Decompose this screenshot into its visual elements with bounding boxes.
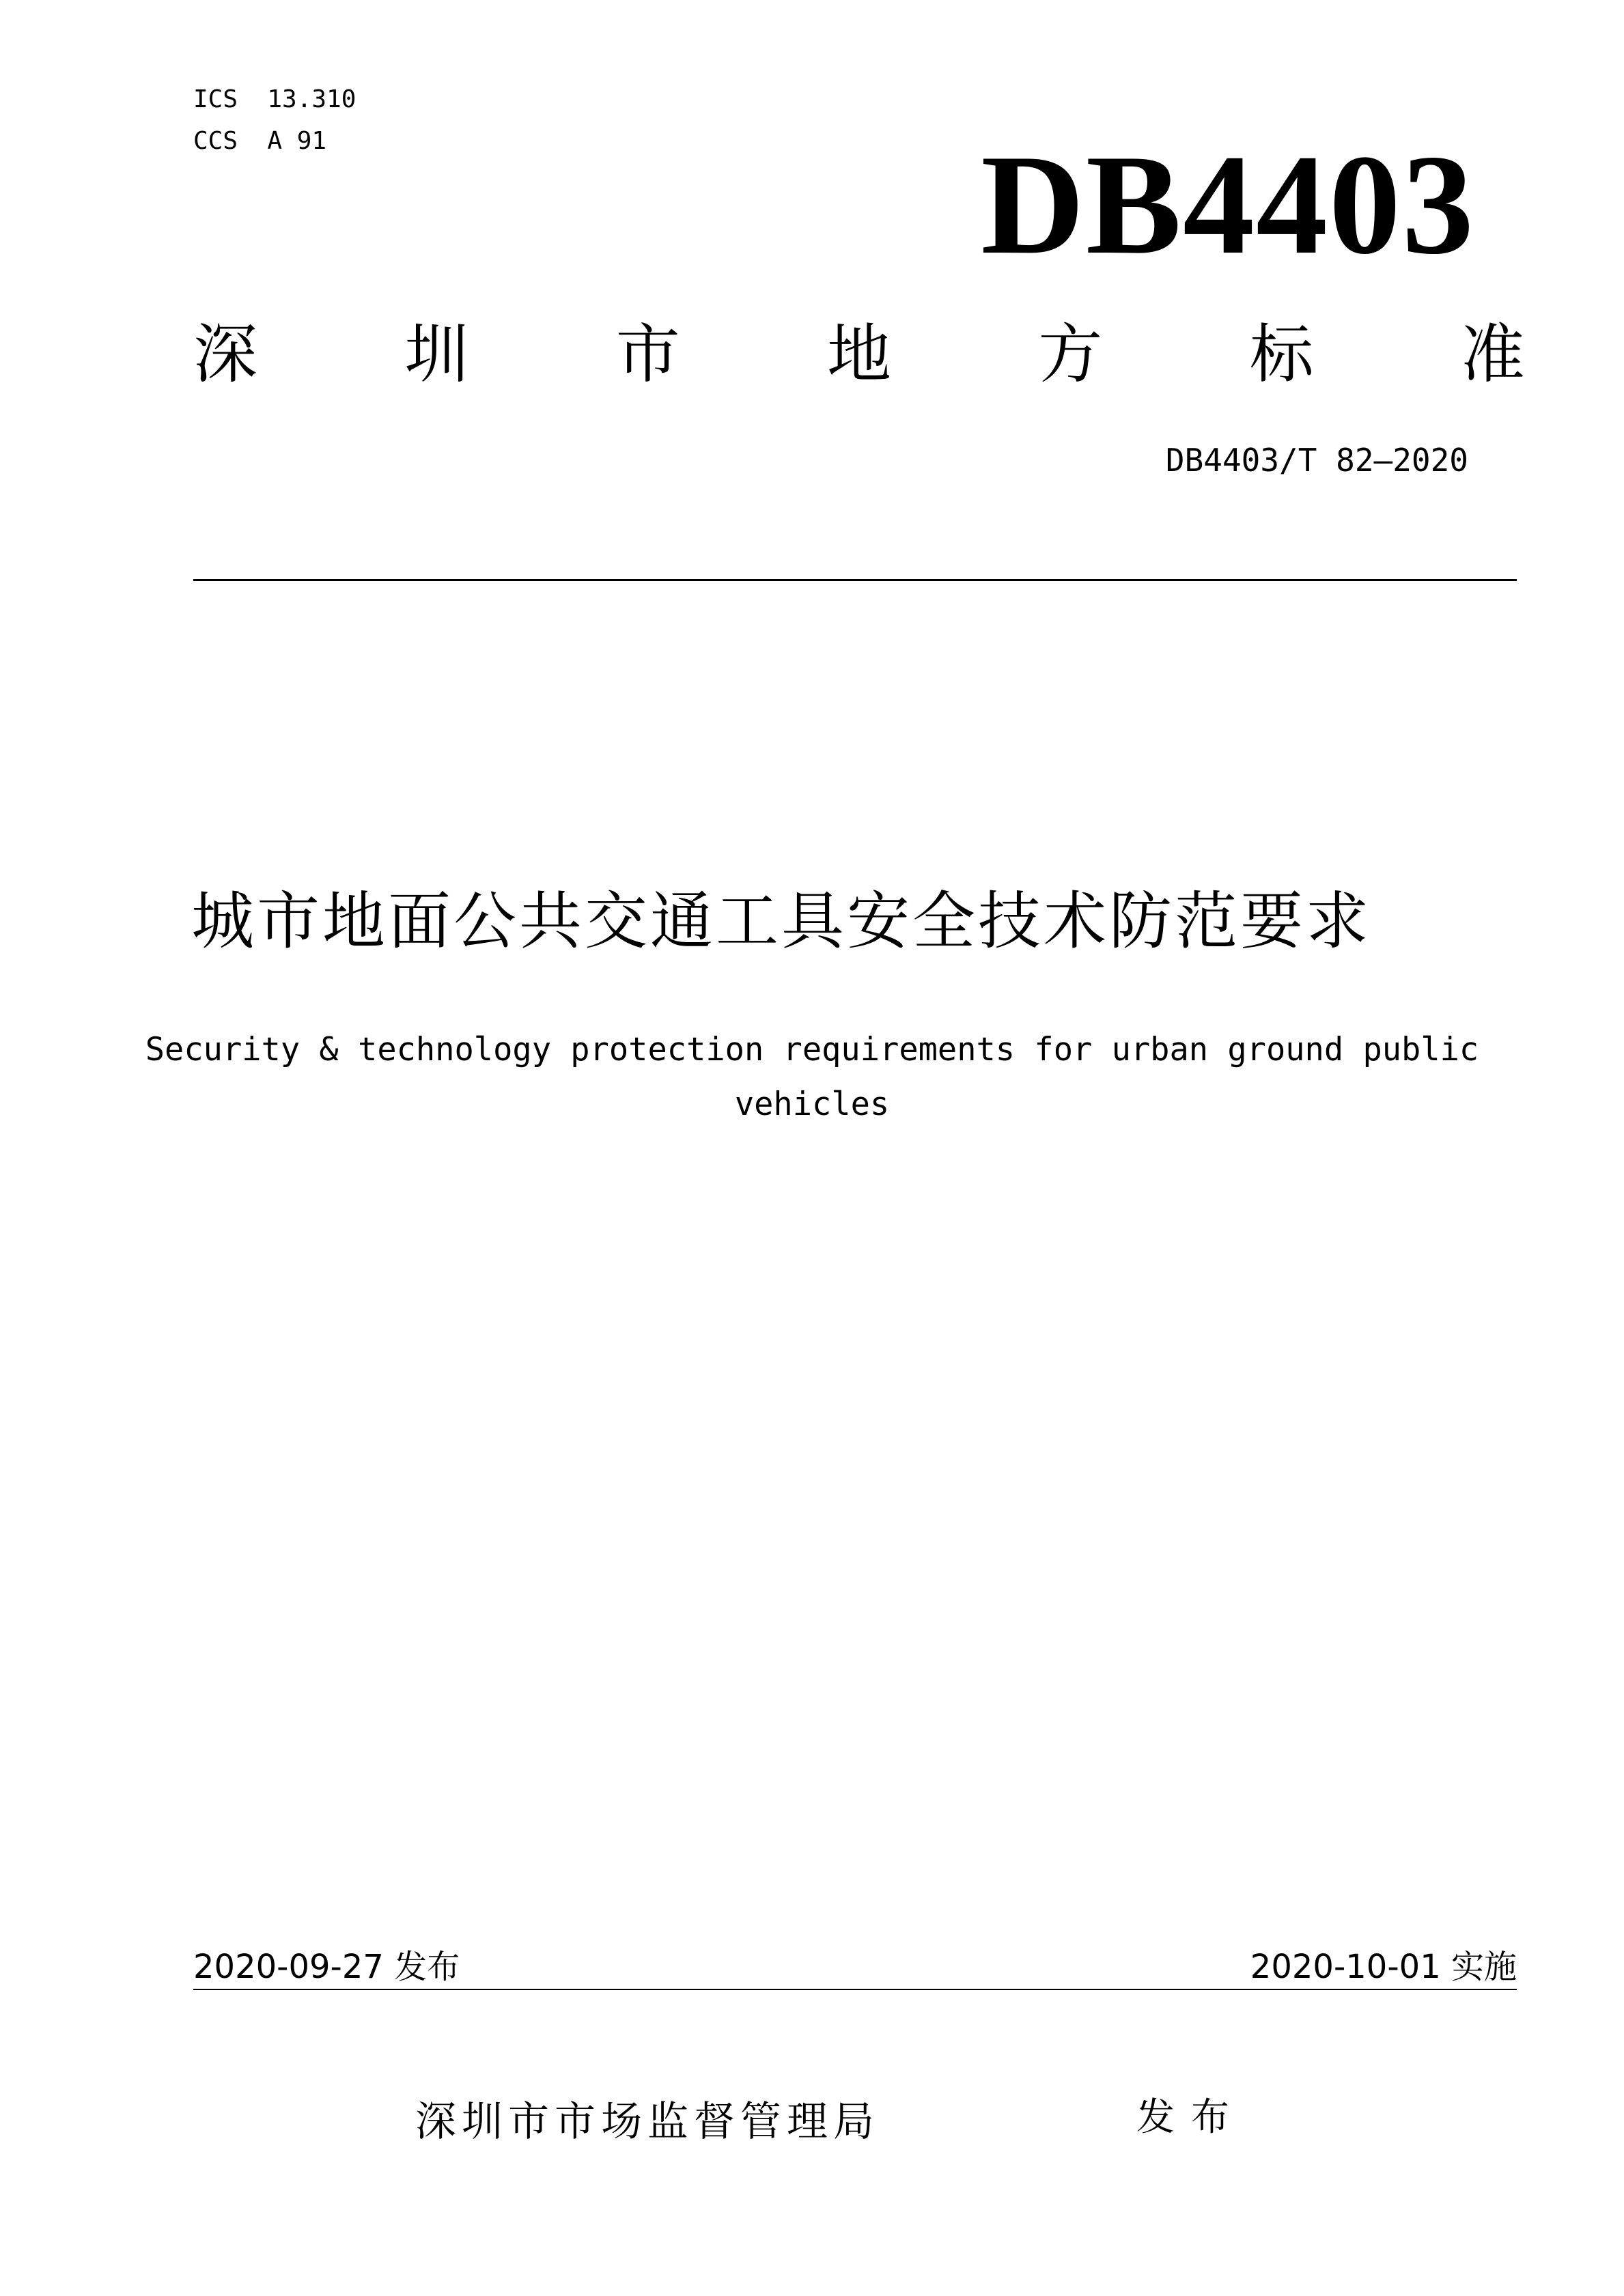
header-divider [193,579,1517,581]
implementation-date: 2020-10-01 实施 [1250,1948,1517,1986]
standard-type-char: 准 [1460,317,1525,392]
ccs-code: CCS A 91 [193,127,327,155]
publish-label: 发布 [1136,2095,1246,2140]
footer-divider [193,1989,1517,1990]
publisher-name: 深圳市市场监督管理局 [415,2098,880,2146]
standard-type-char: 市 [615,317,680,392]
standard-type-char: 地 [826,317,891,392]
standard-type-char: 深 [193,317,258,392]
title-chinese-text: 城市地面公共交通工具安全技术防范要求 [191,885,1371,958]
standard-number: DB4403/T 82—2020 [1165,442,1468,479]
title-chinese [0,881,1624,963]
standard-type-char: 方 [1038,317,1103,392]
standard-type-char: 标 [1249,317,1314,392]
standard-code-large: DB4403 [981,126,1475,284]
standard-type [193,314,1525,396]
standard-type-char: 圳 [404,317,469,392]
issue-date: 2020-09-27 发布 [193,1948,460,1986]
title-english: Security & technology protection requirements for urban ground public vehicles [145,1031,1498,1123]
ics-code: ICS 13.310 [193,85,356,113]
